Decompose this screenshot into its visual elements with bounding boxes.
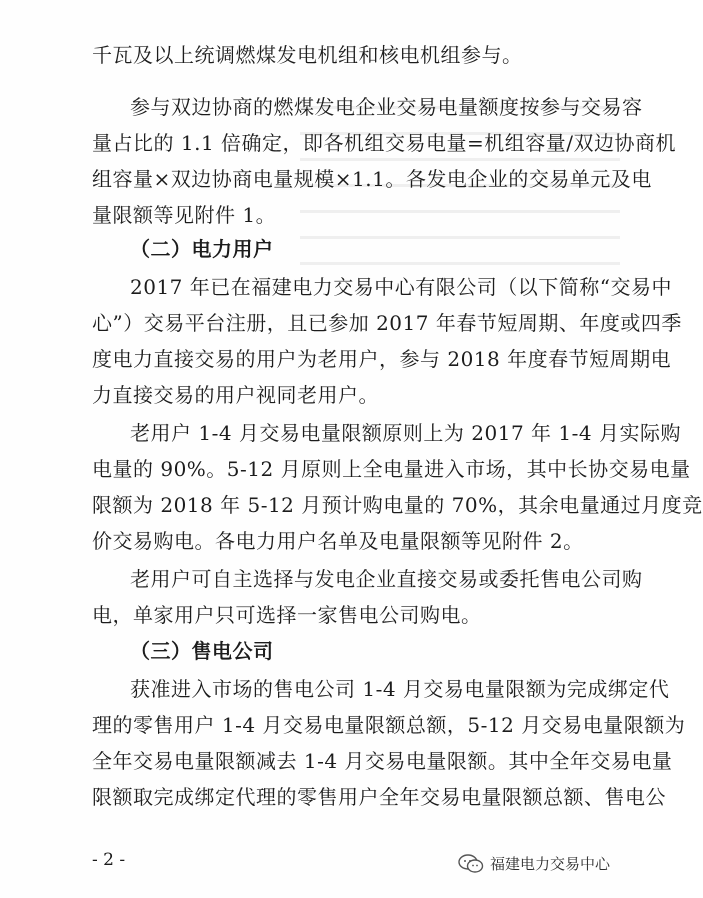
wechat-icon — [458, 854, 484, 874]
body-line: 力直接交易的用户视同老用户。 — [92, 383, 379, 407]
body-line: 获准进入市场的售电公司 1-4 月交易电量限额为完成绑定代 — [130, 677, 670, 701]
body-line: 参与双边协商的燃煤发电企业交易电量额度按参与交易容 — [130, 95, 643, 119]
watermark — [458, 853, 610, 874]
body-line: 2017 年已在福建电力交易中心有限公司（以下简称“交易中 — [130, 275, 672, 299]
body-line: 量限额等见附件 1。 — [92, 203, 277, 227]
body-line: 组容量×双边协商电量规模×1.1。各发电企业的交易单元及电 — [92, 167, 652, 191]
body-line: 价交易购电。各电力用户名单及电量限额等见附件 2。 — [92, 529, 584, 553]
page-number: - 2 - — [92, 850, 126, 870]
body-line: 限额为 2018 年 5-12 月预计购电量的 70%，其余电量通过月度竞 — [92, 493, 703, 517]
watermark-text: 福建电力交易中心 — [490, 855, 611, 873]
body-line: 电量的 90%。5-12 月原则上全电量进入市场，其中长协交易电量 — [92, 457, 691, 481]
section-heading: （二）电力用户 — [130, 237, 274, 261]
body-line: 心”）交易平台注册，且已参加 2017 年春节短周期、年度或四季 — [92, 311, 682, 335]
body-line: 千瓦及以上统调燃煤发电机组和核电机组参与。 — [92, 43, 523, 67]
body-line: 老用户 1-4 月交易电量限额原则上为 2017 年 1-4 月实际购 — [130, 421, 681, 445]
body-line: 量占比的 1.1 倍确定，即各机组交易电量=机组容量/双边协商机 — [92, 131, 677, 155]
body-line: 限额取完成绑定代理的零售用户全年交易电量限额总额、售电公 — [92, 785, 666, 809]
body-line: 度电力直接交易的用户为老用户，参与 2018 年度春节短周期电 — [92, 347, 672, 371]
body-line: 老用户可自主选择与发电企业直接交易或委托售电公司购 — [130, 567, 643, 591]
body-line: 理的零售用户 1-4 月交易电量限额总额，5-12 月交易电量限额为 — [92, 713, 686, 737]
section-heading: （三）售电公司 — [130, 639, 274, 663]
body-line: 全年交易电量限额减去 1-4 月交易电量限额。其中全年交易电量 — [92, 749, 673, 773]
body-line: 电，单家用户只可选择一家售电公司购电。 — [92, 603, 482, 627]
